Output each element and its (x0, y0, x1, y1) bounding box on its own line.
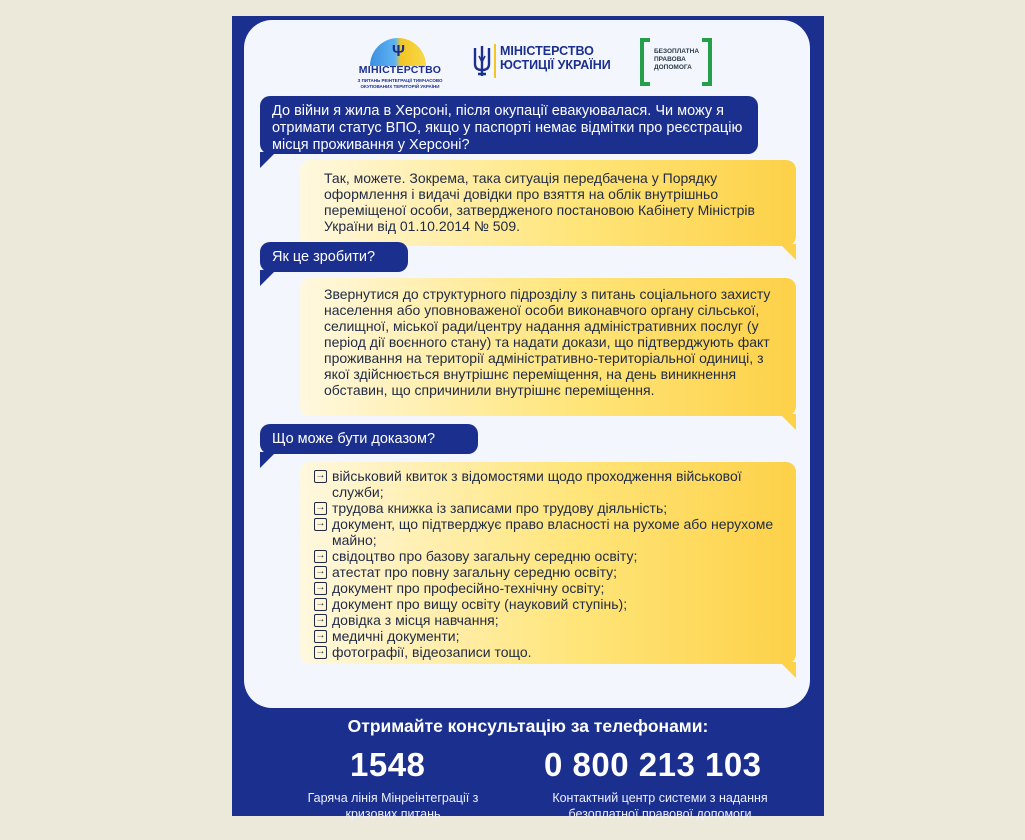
list-item (314, 612, 782, 628)
free-legal-aid-line3: ДОПОМОГА (654, 64, 692, 71)
contact-heading: Отримайте консультацію за телефонами: (347, 716, 709, 736)
free-legal-aid-line2: ПРАВОВА (654, 56, 686, 63)
arrow-right-box-icon: → (315, 582, 326, 593)
list-item (314, 516, 782, 548)
question-bubble-1: До війни я жила в Херсоні, після окупації евакуювалася. Чи можу я отримати статус ВПО, якщо у паспорті немає відмітки про реєстрацію місця проживання у Херсоні? (260, 96, 758, 154)
arrow-right-box-icon: → (315, 630, 326, 641)
list-item-text: атестат про повну загальну середню освіту; (332, 564, 618, 580)
list-item-text: фотографії, відеозаписи тощо. (332, 644, 532, 660)
minjustice-logo-line1: МІНІСТЕРСТВО (500, 44, 594, 58)
contact-footer (232, 710, 824, 821)
arrow-right-box-icon: → (315, 550, 326, 561)
list-item (314, 468, 782, 500)
arrow-right-box-icon: → (315, 646, 326, 657)
list-item (314, 628, 782, 644)
arrow-right-box-icon: → (315, 614, 326, 625)
list-item-text: трудова книжка із записами про трудову діяльність; (332, 500, 668, 516)
minreintegration-logo-subtitle: З ПИТАНЬ РЕІНТЕГРАЦІЇ ТИМЧАСОВО ОКУПОВАНИХ ТЕРИТОРІЙ УКРАЇНИ (357, 78, 443, 89)
arrow-right-box-icon: → (315, 502, 326, 513)
minreintegration-logo (352, 38, 448, 96)
hotline-caption: Гаряча лінія Мінреінтеграції з кризових питань (307, 791, 479, 821)
list-item (314, 596, 782, 612)
legal-aid-caption: Контактний центр системи з надання безоплатної правової допомоги (552, 791, 768, 821)
list-item-text: медичні документи; (332, 628, 460, 644)
list-item-text: свідоцтво про базову загальну середню освіту; (332, 548, 638, 564)
arrow-right-box-icon: → (315, 566, 326, 577)
minjustice-logo-name (500, 44, 611, 72)
free-legal-aid-logo-name (654, 48, 699, 72)
list-item-text: військовий квиток з відомостями щодо проходження військової служби; (332, 468, 742, 500)
minjustice-logo (472, 42, 616, 84)
list-item (314, 564, 782, 580)
list-item (314, 580, 782, 596)
question-bubble-3: Що може бути доказом? (260, 424, 478, 454)
list-item-text: документ про професійно-технічну освіту; (332, 580, 605, 596)
minreintegration-logo-name: МІНІСТЕРСТВО (358, 64, 442, 76)
list-item (314, 548, 782, 564)
list-item-text: документ, що підтверджує право власності на рухоме або нерухоме майно; (332, 516, 774, 548)
list-item (314, 644, 782, 660)
list-item-text: довідка з місця навчання; (332, 612, 499, 628)
right-bracket-icon (702, 38, 712, 86)
list-item-text: документ про вищу освіту (науковий ступінь); (332, 596, 628, 612)
tryzub-icon (472, 44, 492, 78)
free-legal-aid-logo (640, 38, 712, 86)
free-legal-aid-line1: БЕЗОПЛАТНА (654, 48, 700, 55)
hotline-phone-number[interactable]: 1548 (350, 746, 426, 783)
poster (232, 16, 824, 821)
logo-strip (244, 20, 810, 96)
logo-divider (494, 44, 496, 78)
evidence-list (300, 462, 796, 664)
arrow-right-box-icon: → (315, 470, 326, 481)
trident-icon: Ψ (392, 43, 405, 60)
content-card (244, 20, 810, 708)
arrow-right-box-icon: → (315, 518, 326, 529)
minjustice-logo-line2: ЮСТИЦІЇ УКРАЇНИ (500, 58, 611, 72)
question-bubble-2: Як це зробити? (260, 242, 408, 272)
arrow-right-box-icon: → (315, 598, 326, 609)
legal-aid-phone-number[interactable]: 0 800 213 103 (544, 746, 762, 783)
list-item (314, 500, 782, 516)
left-bracket-icon (640, 38, 650, 86)
answer-bubble-1: Так, можете. Зокрема, така ситуація передбачена у Порядку оформлення і видачі довідки про взяття на облік внутрішньо переміщеної особи, затвердженого постановою Кабінету Міністрів України від 01.10.2014 № 509. (300, 160, 796, 246)
answer-bubble-2: Звернутися до структурного підрозділу з питань соціального захисту населення або уповноваженої особи виконавчого органу сільської, селищної, міської ради/центру надання адміністративних послуг (у період дії воєнного стану) та надати докази, що підтверджують факт проживання на території адміністративно-територіальної одиниці, з якої здійснюється внутрішнє переміщення, на день виникнення обставин, що спричинили внутрішнє переміщення. (300, 278, 796, 416)
